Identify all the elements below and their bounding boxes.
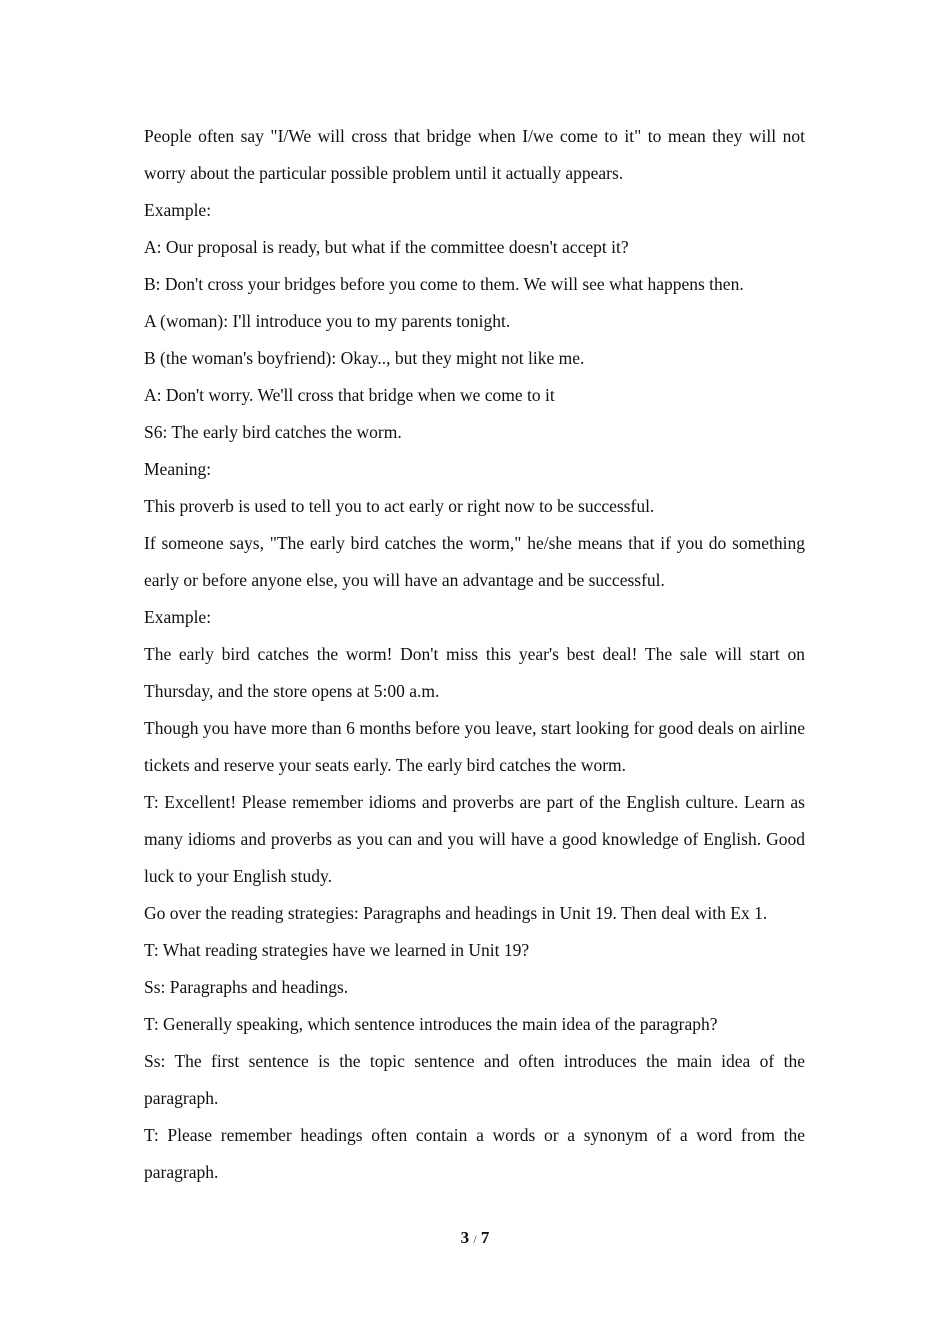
document-body [144,118,805,1191]
paragraph: This proverb is used to tell you to act early or right now to be successful. [144,496,655,516]
page-number [0,1226,950,1251]
total-pages-number: 7 [480,1228,490,1247]
paragraph: Go over the reading strategies: Paragraphs and headings in Unit 19. Then deal with Ex 1. [144,903,768,923]
paragraph: A: Don't worry. We'll cross that bridge when we come to it [144,385,555,405]
paragraph: Example: [144,607,212,627]
paragraph: A (woman): I'll introduce you to my parents tonight. [144,311,511,331]
paragraph: A: Our proposal is ready, but what if the committee doesn't accept it? [144,237,629,257]
paragraph: T: What reading strategies have we learned in Unit 19? [144,940,530,960]
current-page-number: 3 [460,1228,470,1247]
paragraph: The early bird catches the worm! Don't miss this year's best deal! The sale will start on Thursday, and the store opens at 5:00 a.m. [144,644,805,701]
page-separator: / [473,1232,477,1246]
paragraph: B: Don't cross your bridges before you come to them. We will see what happens then. [144,274,744,294]
paragraph: Example: [144,200,212,220]
paragraph: B (the woman's boyfriend): Okay.., but they might not like me. [144,348,585,368]
paragraph: Ss: The first sentence is the topic sentence and often introduces the main idea of the paragraph. [144,1051,805,1108]
paragraph: Meaning: [144,459,212,479]
paragraph: T: Please remember headings often contain a words or a synonym of a word from the paragraph. [144,1125,805,1182]
paragraph: S6: The early bird catches the worm. [144,422,402,442]
paragraph: People often say "I/We will cross that bridge when I/we come to it" to mean they will not worry about the particular possible problem until it actually appears. [144,126,805,183]
paragraph: T: Generally speaking, which sentence introduces the main idea of the paragraph? [144,1014,718,1034]
paragraph: Though you have more than 6 months before you leave, start looking for good deals on airline tickets and reserve your seats early. The early bird catches the worm. [144,718,805,775]
paragraph: T: Excellent! Please remember idioms and proverbs are part of the English culture. Learn as many idioms and proverbs as you can and you will have a good knowledge of English. Good luck to your English study. [144,792,805,886]
paragraph: If someone says, "The early bird catches the worm," he/she means that if you do something early or before anyone else, you will have an advantage and be successful. [144,533,805,590]
paragraph: Ss: Paragraphs and headings. [144,977,349,997]
